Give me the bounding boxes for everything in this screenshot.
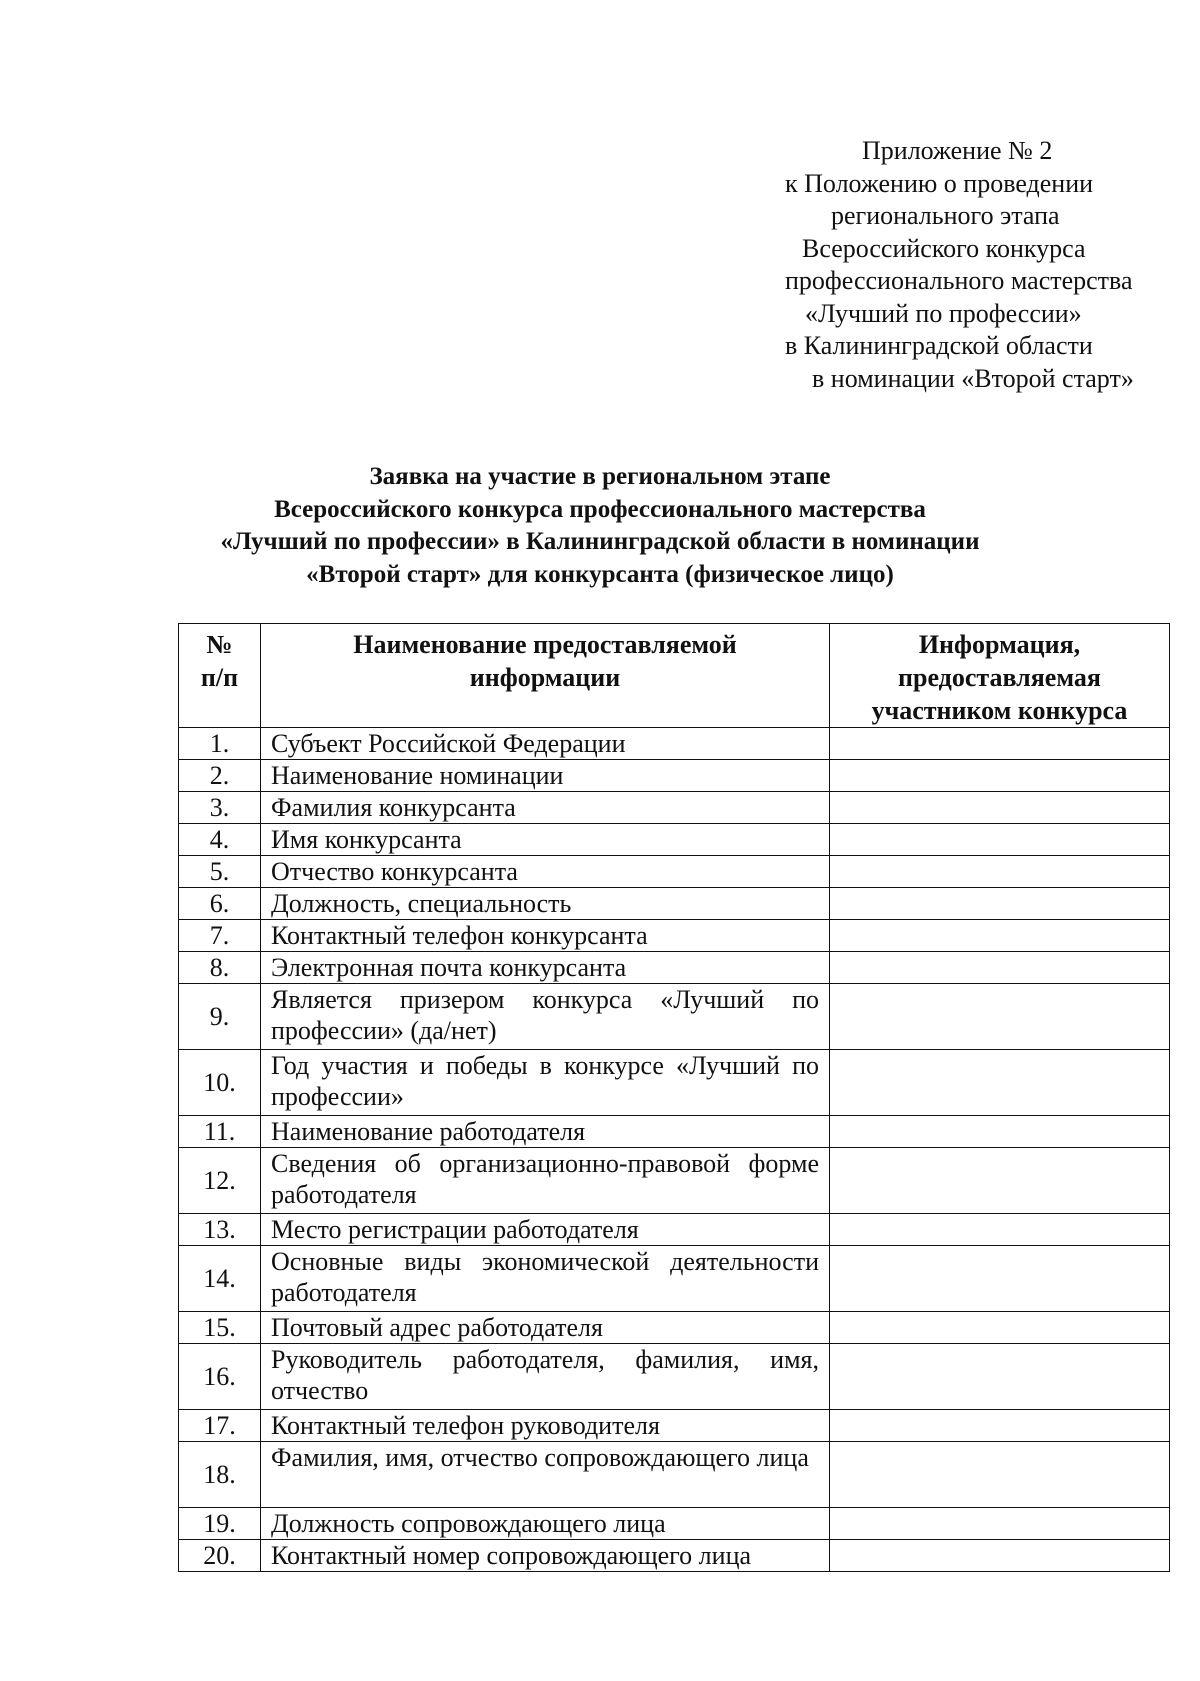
row-field-name: Должность, специальность: [261, 888, 830, 920]
appendix-line: к Положению о проведении: [785, 168, 1094, 198]
table-row: [179, 1312, 1170, 1344]
row-number: 6.: [179, 888, 261, 920]
row-value-cell[interactable]: [830, 824, 1170, 856]
table-row: [179, 1508, 1170, 1540]
row-field-name: Фамилия, имя, отчество сопровождающего лица: [261, 1442, 830, 1508]
row-value-cell[interactable]: [830, 984, 1170, 1050]
row-number: 4.: [179, 824, 261, 856]
row-number: 14.: [179, 1246, 261, 1312]
appendix-line: в Калининградской области: [785, 331, 1093, 360]
row-field-name: Наименование работодателя: [261, 1116, 830, 1148]
row-number: 5.: [179, 856, 261, 888]
appendix-line: регионального этапа: [831, 201, 1060, 230]
row-number: 19.: [179, 1508, 261, 1540]
row-value-cell[interactable]: [830, 856, 1170, 888]
row-field-name: Фамилия конкурсанта: [261, 792, 830, 824]
row-number: 10.: [179, 1050, 261, 1116]
table-row: [179, 824, 1170, 856]
row-number: 11.: [179, 1116, 261, 1148]
row-value-cell[interactable]: [830, 888, 1170, 920]
title-line: Заявка на участие в региональном этапе: [369, 463, 831, 490]
row-field-name: Должность сопровождающего лица: [261, 1508, 830, 1540]
application-table: [178, 623, 1170, 1572]
row-number: 9.: [179, 984, 261, 1050]
row-value-cell[interactable]: [830, 1116, 1170, 1148]
row-value-cell[interactable]: [830, 1508, 1170, 1540]
table-row: [179, 1410, 1170, 1442]
row-number: 2.: [179, 760, 261, 792]
table-row: [179, 1050, 1170, 1116]
table-row: [179, 856, 1170, 888]
appendix-block: [760, 135, 1180, 395]
row-field-name: Электронная почта конкурсанта: [261, 952, 830, 984]
row-value-cell[interactable]: [830, 920, 1170, 952]
row-value-cell[interactable]: [830, 1442, 1170, 1508]
row-field-name: Контактный номер сопровождающего лица: [261, 1540, 830, 1572]
row-value-cell[interactable]: [830, 792, 1170, 824]
row-value-cell[interactable]: [830, 728, 1170, 760]
appendix-line: «Лучший по профессии»: [805, 298, 1082, 328]
row-value-cell[interactable]: [830, 1312, 1170, 1344]
title-line: «Лучший по профессии» в Калининградской области в номинации: [220, 528, 980, 555]
appendix-line: в номинации «Второй старт»: [812, 363, 1134, 393]
appendix-line: профессионального мастерства: [785, 266, 1133, 295]
row-number: 17.: [179, 1410, 261, 1442]
table-row: [179, 952, 1170, 984]
table-row: [179, 728, 1170, 760]
row-number: 18.: [179, 1442, 261, 1508]
header-number: № п/п: [179, 624, 261, 728]
row-field-name: Имя конкурсанта: [261, 824, 830, 856]
row-value-cell[interactable]: [830, 1344, 1170, 1410]
table-row: [179, 1344, 1170, 1410]
row-field-name: Место регистрации работодателя: [261, 1214, 830, 1246]
row-value-cell[interactable]: [830, 1214, 1170, 1246]
row-field-name: Отчество конкурсанта: [261, 856, 830, 888]
table-row: [179, 984, 1170, 1050]
header-info-name: Наименование предоставляемой информации: [261, 624, 830, 728]
table-row: [179, 1214, 1170, 1246]
row-number: 15.: [179, 1312, 261, 1344]
table-row: [179, 1442, 1170, 1508]
row-number: 12.: [179, 1148, 261, 1214]
row-value-cell[interactable]: [830, 1410, 1170, 1442]
table-row: [179, 888, 1170, 920]
title-line: Всероссийского конкурса профессионального мастерства: [274, 495, 926, 523]
row-value-cell[interactable]: [830, 1246, 1170, 1312]
row-field-name: Наименование номинации: [261, 760, 830, 792]
row-number: 20.: [179, 1540, 261, 1572]
table-row: [179, 1540, 1170, 1572]
row-field-name: Субъект Российской Федерации: [261, 728, 830, 760]
row-value-cell[interactable]: [830, 1050, 1170, 1116]
table-row: [179, 1246, 1170, 1312]
row-field-name: Почтовый адрес работодателя: [261, 1312, 830, 1344]
row-number: 3.: [179, 792, 261, 824]
table-row: [179, 920, 1170, 952]
row-value-cell[interactable]: [830, 760, 1170, 792]
table-header-row: [179, 624, 1170, 728]
row-field-name: Год участия и победы в конкурсе «Лучший по профессии»: [261, 1050, 830, 1116]
header-info-value: Информация, предоставляемая участником конкурса: [830, 624, 1170, 728]
title-line: «Второй старт» для конкурсанта (физическое лицо): [306, 560, 894, 588]
appendix-line: Всероссийского конкурса: [802, 233, 1086, 263]
row-value-cell[interactable]: [830, 952, 1170, 984]
row-number: 13.: [179, 1214, 261, 1246]
row-number: 1.: [179, 728, 261, 760]
row-field-name: Является призером конкурса «Лучший по профессии» (да/нет): [261, 984, 830, 1050]
row-number: 16.: [179, 1344, 261, 1410]
row-value-cell[interactable]: [830, 1148, 1170, 1214]
table-row: [179, 792, 1170, 824]
row-field-name: Сведения об организационно-правовой форме работодателя: [261, 1148, 830, 1214]
table-row: [179, 760, 1170, 792]
appendix-line: Приложение № 2: [862, 136, 1053, 165]
row-number: 8.: [179, 952, 261, 984]
row-field-name: Основные виды экономической деятельности работодателя: [261, 1246, 830, 1312]
table-row: [179, 1116, 1170, 1148]
table-row: [179, 1148, 1170, 1214]
row-field-name: Контактный телефон руководителя: [261, 1410, 830, 1442]
row-value-cell[interactable]: [830, 1540, 1170, 1572]
row-number: 7.: [179, 920, 261, 952]
row-field-name: Контактный телефон конкурсанта: [261, 920, 830, 952]
row-field-name: Руководитель работодателя, фамилия, имя, отчество: [261, 1344, 830, 1410]
document-title: [150, 461, 1050, 591]
